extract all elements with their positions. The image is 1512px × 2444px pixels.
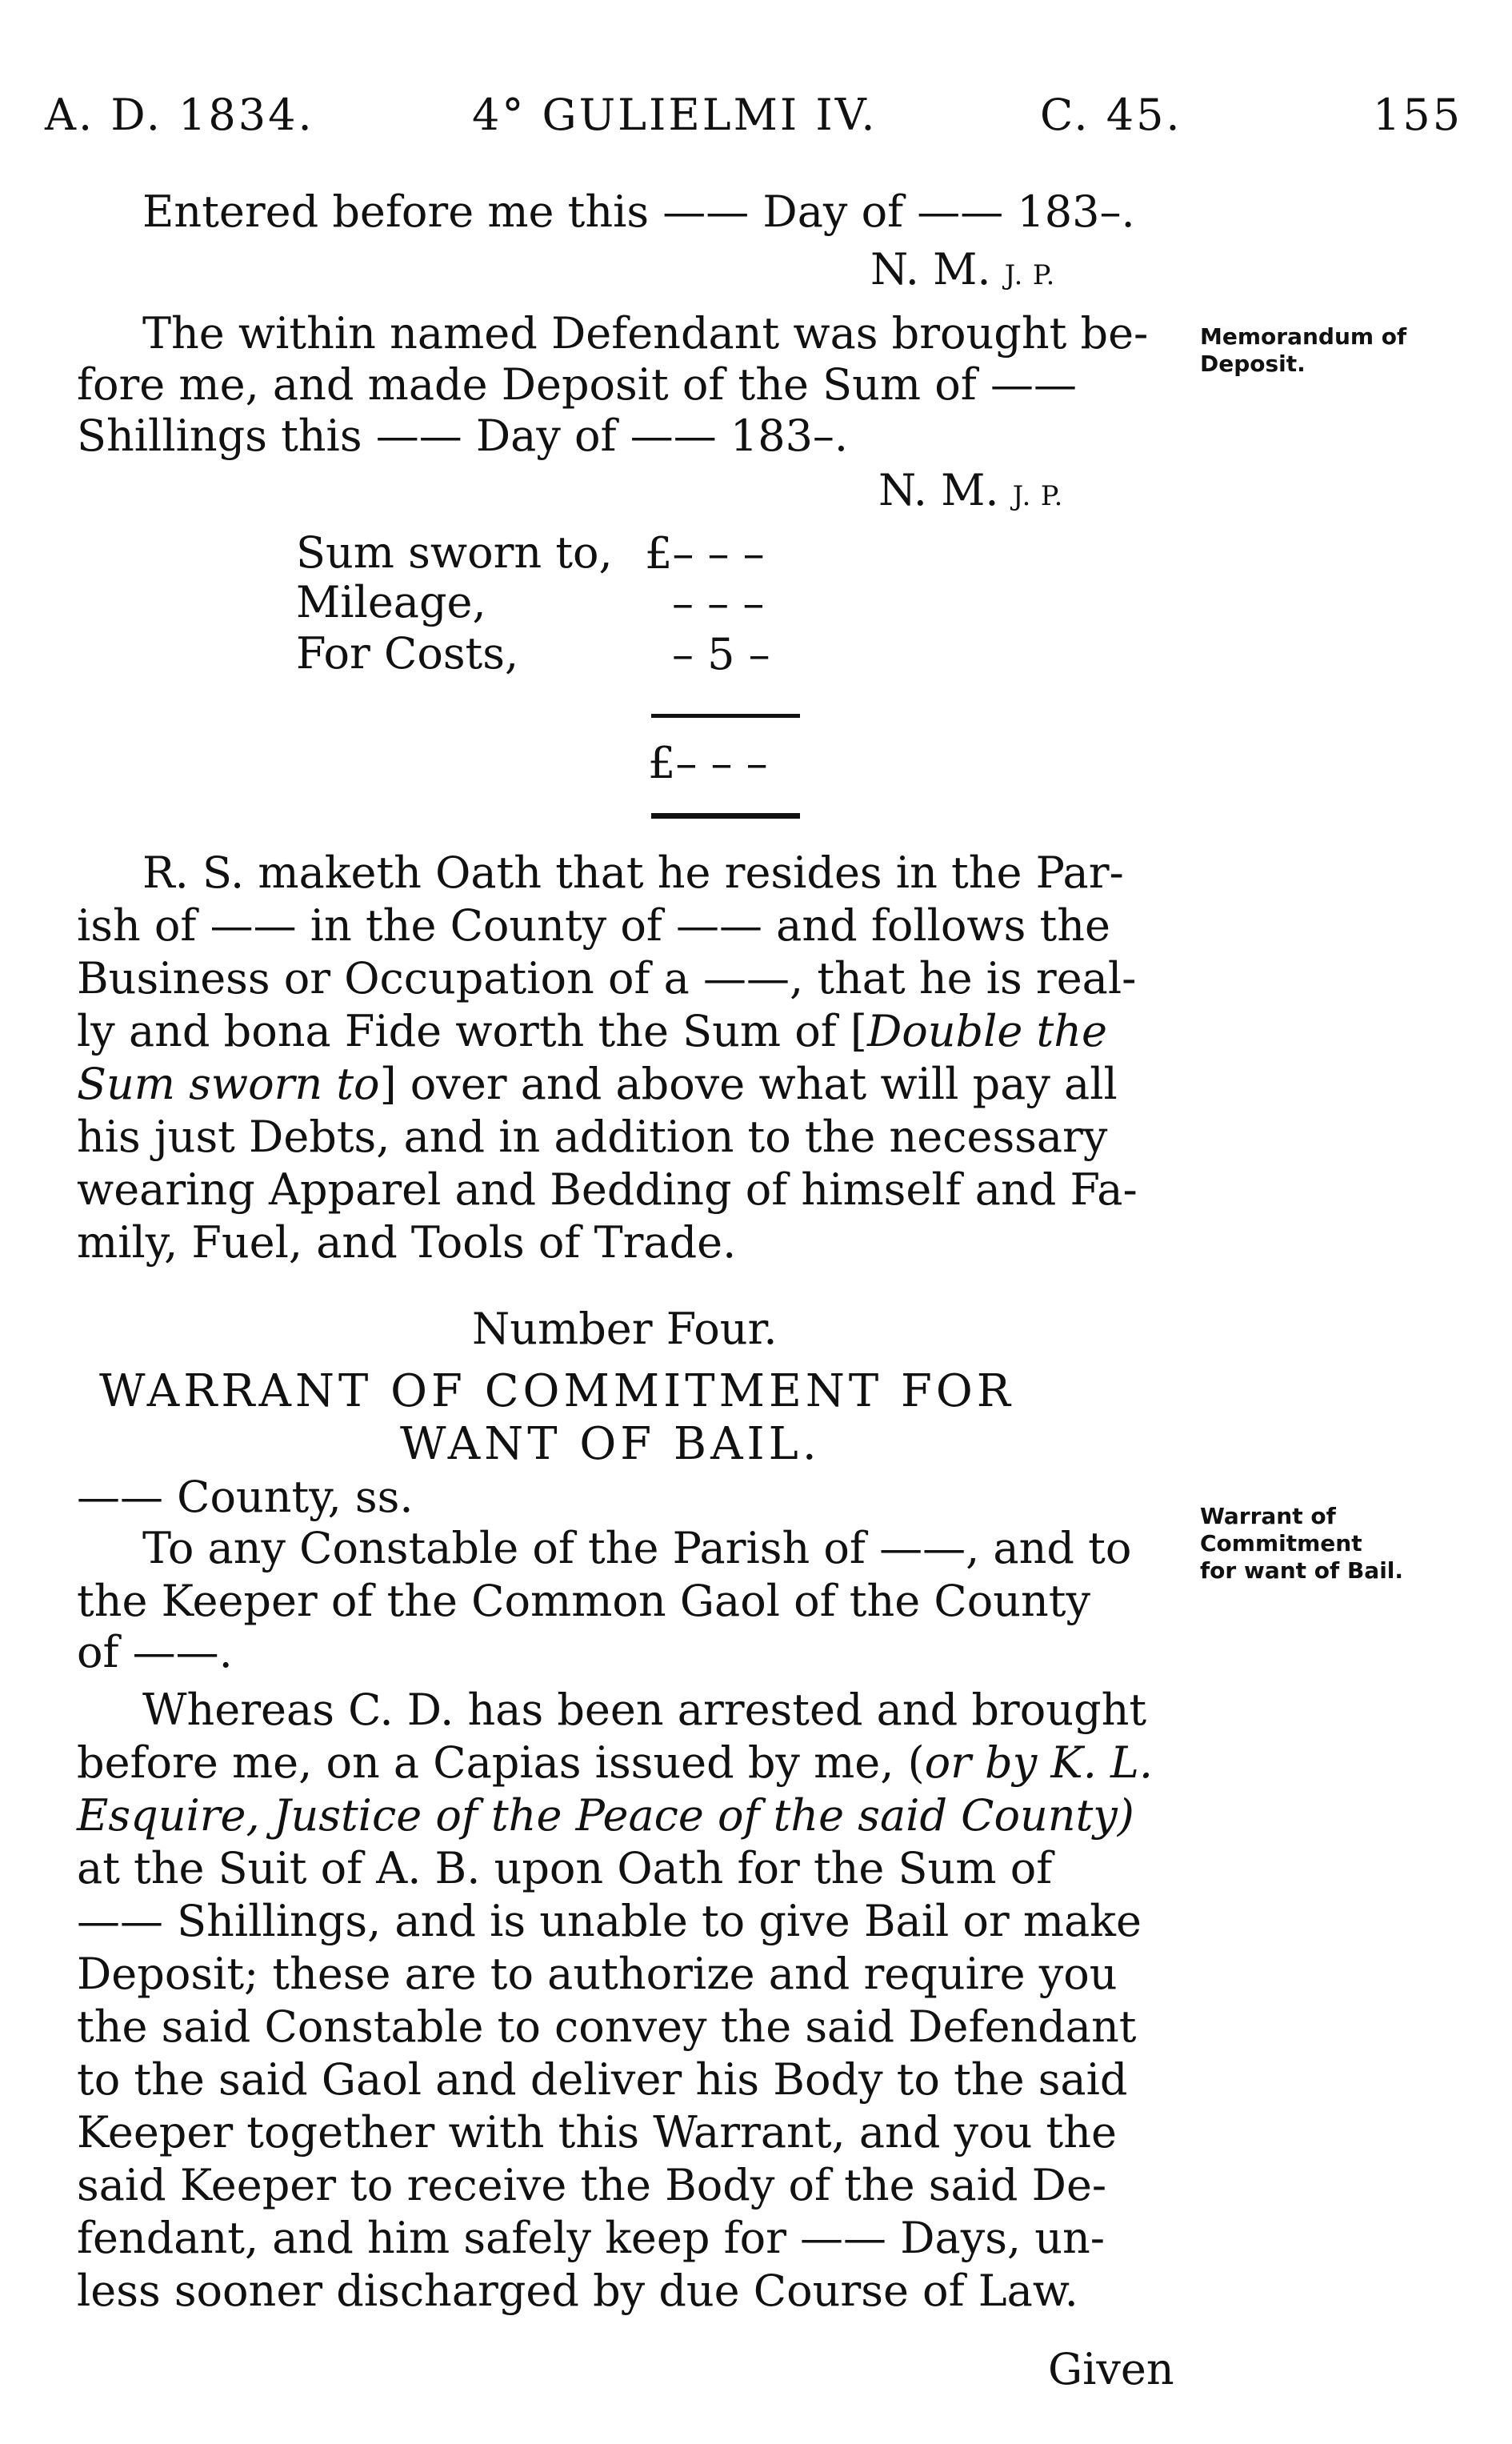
sum-label-sworn: Sum sworn to, — [296, 527, 613, 578]
warrant-body-line-8: to the said Gaol and deliver his Body to the said — [77, 2054, 1128, 2105]
warrant-body-line-9: Keeper together with this Warrant, and you the — [77, 2107, 1117, 2158]
header-regnal: 4° GULIELMI IV. — [472, 90, 878, 140]
entered-line: Entered before me this —— Day of —— 183–. — [142, 186, 1135, 237]
oath-line-8: mily, Fuel, and Tools of Trade. — [77, 1217, 737, 1268]
warrant-body-line-4: at the Suit of A. B. upon Oath for the Sum of — [77, 1843, 1053, 1893]
sum-label-mileage: Mileage, — [296, 577, 486, 627]
oath-line-5: Sum sworn to] over and above what will pay all — [77, 1059, 1118, 1109]
memorandum-signature: N. M. J. P. — [878, 465, 1064, 515]
entered-signature: N. M. J. P. — [870, 244, 1056, 294]
memorandum-line-1: The within named Defendant was brought be- — [142, 308, 1149, 359]
sum-label-costs: For Costs, — [296, 628, 519, 679]
catchword: Given — [1048, 2344, 1174, 2394]
warrant-body-line-11: fendant, and him safely keep for —— Days, un- — [77, 2213, 1106, 2263]
warrant-body-line-3: Esquire, Justice of the Peace of the said County) — [77, 1790, 1134, 1841]
sum-figures-costs: – 5 – — [672, 629, 770, 679]
warrant-address-line-3: of ——. — [77, 1627, 233, 1677]
oath-line-4: ly and bona Fide worth the Sum of [Double the — [77, 1006, 1107, 1056]
warrant-address-line-1: To any Constable of the Parish of ——, and to — [142, 1523, 1132, 1573]
warrant-county: —— County, ss. — [77, 1472, 414, 1522]
sum-rule-top — [651, 714, 800, 718]
header-year: A. D. 1834. — [45, 90, 314, 140]
oath-line-7: wearing Apparel and Bedding of himself and Fa- — [77, 1164, 1138, 1215]
warrant-address-line-2: the Keeper of the Common Gaol of the County — [77, 1576, 1090, 1626]
sum-rule-bottom — [651, 813, 800, 819]
warrant-body-line-12: less sooner discharged by due Course of Law. — [77, 2266, 1078, 2316]
oath-line-2: ish of —— in the County of —— and follows the — [77, 900, 1110, 951]
warrant-heading-line-2: WANT OF BAIL. — [400, 1418, 821, 1470]
warrant-body-line-6: Deposit; these are to authorize and require you — [77, 1949, 1118, 1999]
margin-note-warrant: Warrant of Commitment for want of Bail. — [1200, 1503, 1404, 1584]
page-number: 155 — [1373, 90, 1463, 140]
warrant-body-line-1: Whereas C. D. has been arrested and brought — [142, 1685, 1147, 1735]
memorandum-line-2: fore me, and made Deposit of the Sum of —— — [77, 359, 1077, 410]
oath-line-3: Business or Occupation of a ——, that he is real- — [77, 953, 1137, 1004]
oath-line-6: his just Debts, and in addition to the necessary — [77, 1112, 1108, 1162]
section-number: Number Four. — [472, 1304, 778, 1354]
warrant-body-line-7: the said Constable to convey the said Defendant — [77, 2001, 1137, 2052]
margin-note-memorandum: Memorandum of Deposit. — [1200, 323, 1407, 377]
sum-total: £– – – — [648, 738, 768, 788]
memorandum-line-3: Shillings this —— Day of —— 183–. — [77, 411, 849, 461]
warrant-body-line-5: —— Shillings, and is unable to give Bail or make — [77, 1896, 1142, 1946]
header-chapter: C. 45. — [1040, 90, 1182, 140]
warrant-body-line-10: said Keeper to receive the Body of the said De- — [77, 2160, 1107, 2210]
warrant-heading-line-1: WARRANT OF COMMITMENT FOR — [99, 1365, 1014, 1417]
oath-line-1: R. S. maketh Oath that he resides in the Par- — [142, 847, 1124, 898]
sum-figures-sworn: £– – – — [645, 528, 765, 579]
sum-figures-mileage: – – – — [672, 578, 765, 628]
warrant-body-line-2: before me, on a Capias issued by me, (or by K. L. — [77, 1737, 1154, 1788]
